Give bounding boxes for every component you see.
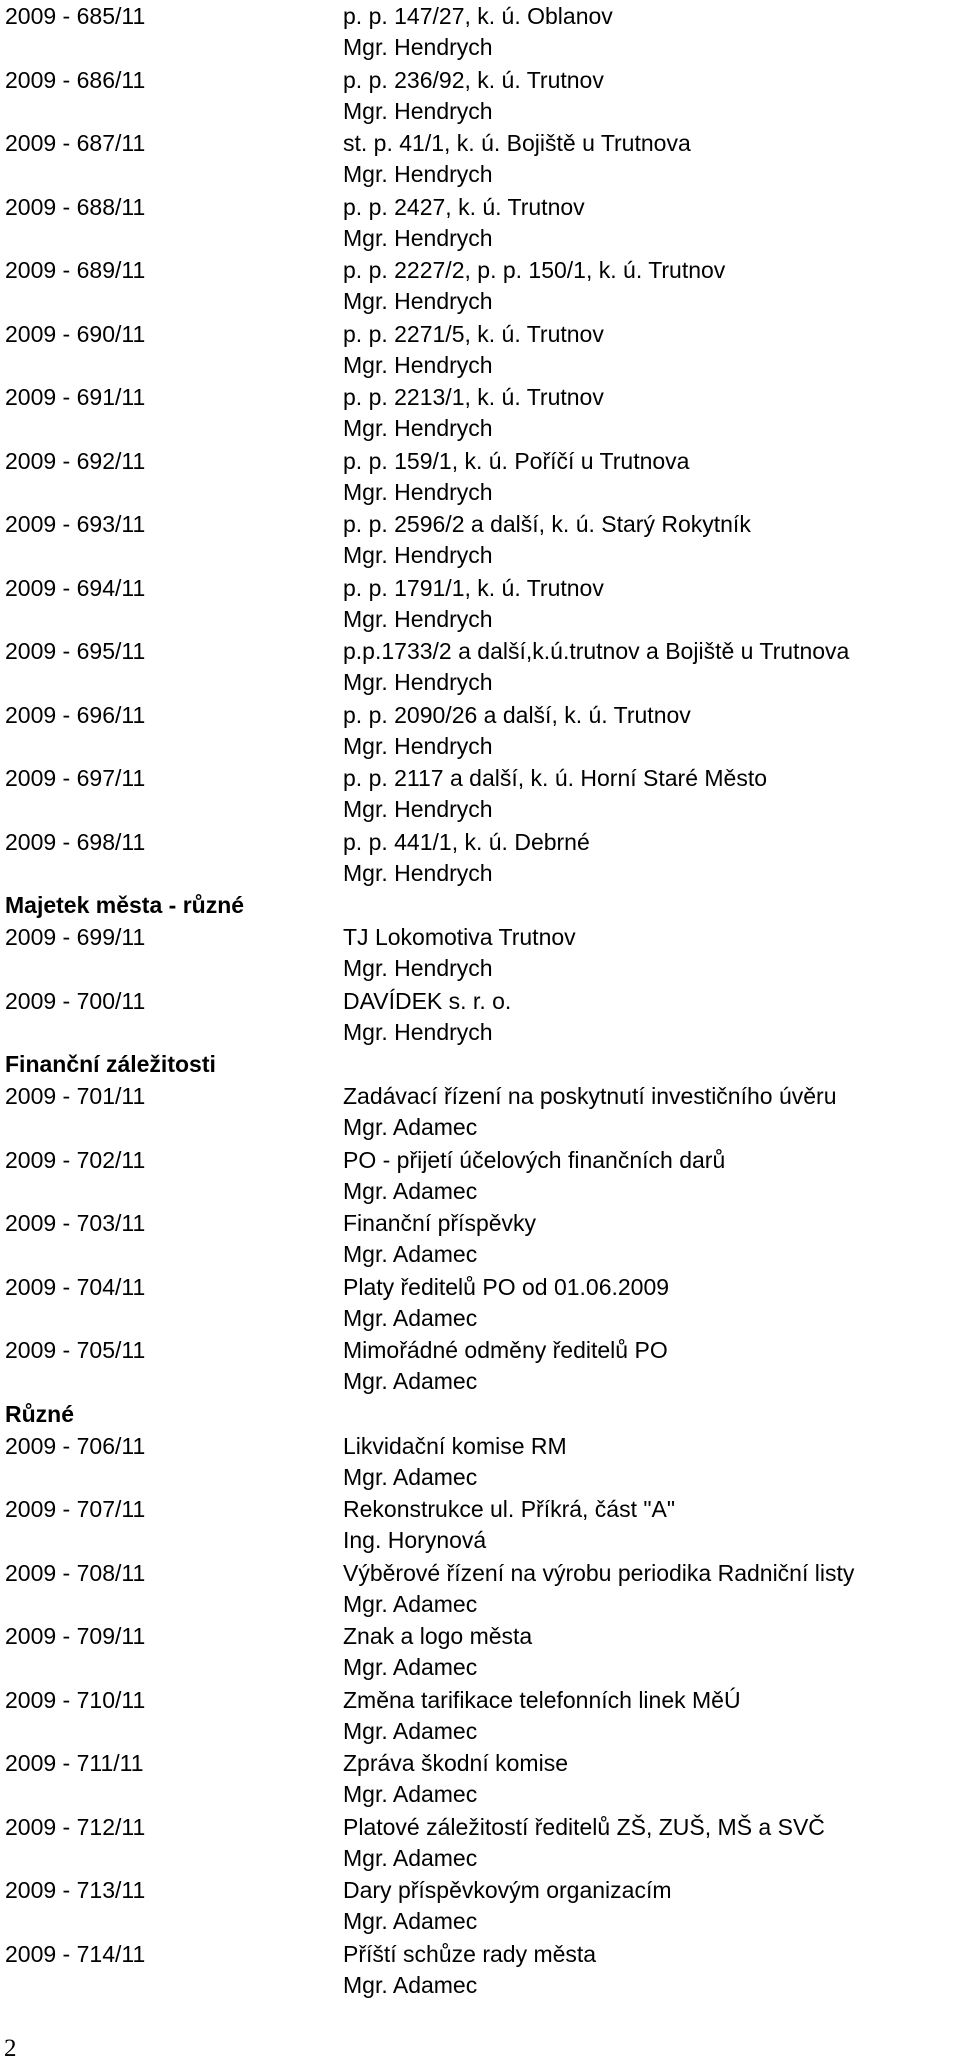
resolution-number: 2009 - 685/11 — [5, 3, 146, 29]
responsible-person: Mgr. Hendrych — [343, 955, 493, 981]
item-subject: st. p. 41/1, k. ú. Bojiště u Trutnova — [343, 130, 691, 156]
responsible-person: Mgr. Adamec — [343, 1654, 478, 1680]
responsible-person: Mgr. Adamec — [343, 1368, 478, 1394]
resolution-number: 2009 - 692/11 — [5, 447, 146, 474]
item-subject: p. p. 2427, k. ú. Trutnov — [343, 193, 585, 220]
resolution-number: 2009 - 707/11 — [5, 1496, 146, 1522]
page-number: 2 — [4, 2035, 17, 2062]
item-subject: p. p. 2090/26 a další, k. ú. Trutnov — [343, 701, 691, 728]
agenda-item — [5, 1334, 955, 1398]
item-subject: p. p. 2213/1, k. ú. Trutnov — [343, 384, 604, 410]
resolution-number: 2009 - 701/11 — [5, 1083, 146, 1109]
section-heading: Různé — [5, 1400, 74, 1427]
resolution-number: 2009 - 714/11 — [5, 1940, 146, 1967]
item-subject: Rekonstrukce ul. Příkrá, část "A" — [343, 1496, 676, 1522]
agenda-item — [5, 1620, 955, 1684]
agenda-item — [5, 1557, 955, 1621]
agenda-item — [5, 445, 955, 509]
resolution-number: 2009 - 705/11 — [5, 1337, 146, 1363]
item-subject: p. p. 2271/5, k. ú. Trutnov — [343, 320, 604, 347]
responsible-person: Mgr. Hendrych — [343, 669, 493, 695]
responsible-person: Mgr. Adamec — [343, 1463, 478, 1490]
resolution-number: 2009 - 711/11 — [5, 1750, 144, 1776]
responsible-person: Mgr. Hendrych — [343, 1018, 493, 1045]
responsible-person: Mgr. Hendrych — [343, 161, 493, 187]
resolution-number: 2009 - 695/11 — [5, 638, 146, 664]
resolution-number: 2009 - 689/11 — [5, 257, 146, 283]
item-subject: Mimořádné odměny ředitelů PO — [343, 1337, 668, 1363]
agenda-item — [5, 1938, 955, 2002]
responsible-person: Mgr. Adamec — [343, 1717, 478, 1744]
item-subject: Likvidační komise RM — [343, 1432, 567, 1459]
responsible-person: Ing. Horynová — [343, 1527, 487, 1553]
item-subject: p. p. 2596/2 a další, k. ú. Starý Rokytník — [343, 511, 751, 537]
agenda-item — [5, 1144, 955, 1208]
agenda-item — [5, 1080, 955, 1144]
responsible-person: Mgr. Hendrych — [343, 796, 493, 822]
responsible-person: Mgr. Adamec — [343, 1844, 478, 1871]
resolution-number: 2009 - 698/11 — [5, 828, 146, 855]
agenda-item — [5, 508, 955, 572]
agenda-item — [5, 826, 955, 890]
agenda-item — [5, 0, 955, 64]
responsible-person: Mgr. Adamec — [343, 1590, 478, 1617]
responsible-person: Mgr. Adamec — [343, 1241, 478, 1267]
agenda-item — [5, 635, 955, 699]
item-subject: Zpráva škodní komise — [343, 1750, 568, 1776]
item-subject: p. p. 236/92, k. ú. Trutnov — [343, 66, 604, 93]
item-subject: Dary příspěvkovým organizacím — [343, 1877, 672, 1903]
item-subject: p. p. 159/1, k. ú. Poříčí u Trutnova — [343, 447, 690, 474]
resolution-number: 2009 - 688/11 — [5, 193, 146, 220]
agenda-item — [5, 254, 955, 318]
responsible-person: Mgr. Hendrych — [343, 34, 493, 60]
agenda-item — [5, 1430, 955, 1494]
agenda-item — [5, 1747, 955, 1811]
resolution-number: 2009 - 690/11 — [5, 320, 146, 347]
item-subject: TJ Lokomotiva Trutnov — [343, 924, 576, 950]
item-subject: Platy ředitelů PO od 01.06.2009 — [343, 1273, 670, 1300]
responsible-person: Mgr. Hendrych — [343, 859, 493, 886]
resolution-number: 2009 - 694/11 — [5, 574, 146, 601]
resolution-number: 2009 - 712/11 — [5, 1813, 146, 1840]
responsible-person: Mgr. Adamec — [343, 1304, 478, 1331]
responsible-person: Mgr. Hendrych — [343, 351, 493, 378]
item-subject: p. p. 2227/2, p. p. 150/1, k. ú. Trutnov — [343, 257, 726, 283]
agenda-item — [5, 381, 955, 445]
agenda-document — [5, 0, 955, 2001]
section-heading: Majetek města - různé — [5, 892, 245, 918]
responsible-person: Mgr. Hendrych — [343, 415, 493, 441]
resolution-number: 2009 - 708/11 — [5, 1559, 146, 1586]
resolution-number: 2009 - 697/11 — [5, 765, 146, 791]
resolution-number: 2009 - 704/11 — [5, 1273, 146, 1300]
item-subject: p. p. 1791/1, k. ú. Trutnov — [343, 574, 604, 601]
responsible-person: Mgr. Adamec — [343, 1114, 478, 1140]
resolution-number: 2009 - 691/11 — [5, 384, 146, 410]
item-subject: Znak a logo města — [343, 1623, 533, 1649]
item-subject: PO - přijetí účelových finančních darů — [343, 1146, 726, 1173]
agenda-item — [5, 1207, 955, 1271]
item-subject: DAVÍDEK s. r. o. — [343, 987, 512, 1014]
responsible-person: Mgr. Hendrych — [343, 478, 493, 505]
item-subject: Zadávací řízení na poskytnutí investičního úvěru — [343, 1083, 837, 1109]
resolution-number: 2009 - 709/11 — [5, 1623, 146, 1649]
agenda-item — [5, 1811, 955, 1875]
item-subject: p. p. 2117 a další, k. ú. Horní Staré Město — [343, 765, 768, 791]
resolution-number: 2009 - 693/11 — [5, 511, 146, 537]
responsible-person: Mgr. Adamec — [343, 1908, 478, 1934]
agenda-item — [5, 572, 955, 636]
responsible-person: Mgr. Hendrych — [343, 605, 493, 632]
agenda-item — [5, 64, 955, 128]
resolution-number: 2009 - 706/11 — [5, 1432, 146, 1459]
responsible-person: Mgr. Adamec — [343, 1781, 478, 1807]
agenda-item — [5, 762, 955, 826]
resolution-number: 2009 - 710/11 — [5, 1686, 146, 1713]
responsible-person: Mgr. Adamec — [343, 1971, 478, 1998]
resolution-number: 2009 - 713/11 — [5, 1877, 146, 1903]
item-subject: Výběrové řízení na výrobu periodika Radniční listy — [343, 1559, 855, 1586]
agenda-item — [5, 985, 955, 1049]
responsible-person: Mgr. Adamec — [343, 1177, 478, 1204]
agenda-item — [5, 127, 955, 191]
responsible-person: Mgr. Hendrych — [343, 224, 493, 251]
resolution-number: 2009 - 687/11 — [5, 130, 146, 156]
item-subject: Změna tarifikace telefonních linek MěÚ — [343, 1686, 741, 1713]
item-subject: Platové záležitostí ředitelů ZŠ, ZUŠ, MŠ a SVČ — [343, 1813, 825, 1840]
agenda-item — [5, 1271, 955, 1335]
item-subject: p. p. 147/27, k. ú. Oblanov — [343, 3, 613, 29]
section-heading: Finanční záležitosti — [5, 1051, 216, 1077]
agenda-item — [5, 699, 955, 763]
agenda-item — [5, 1493, 955, 1557]
item-subject: Příští schůze rady města — [343, 1940, 597, 1967]
responsible-person: Mgr. Hendrych — [343, 97, 493, 124]
responsible-person: Mgr. Hendrych — [343, 732, 493, 759]
resolution-number: 2009 - 696/11 — [5, 701, 146, 728]
item-subject: Finanční příspěvky — [343, 1210, 537, 1236]
agenda-item — [5, 1874, 955, 1938]
agenda-item — [5, 191, 955, 255]
resolution-number: 2009 - 702/11 — [5, 1146, 146, 1173]
resolution-number: 2009 - 700/11 — [5, 987, 146, 1014]
resolution-number: 2009 - 699/11 — [5, 924, 146, 950]
resolution-number: 2009 - 686/11 — [5, 66, 146, 93]
agenda-item — [5, 921, 955, 985]
agenda-item — [5, 318, 955, 382]
resolution-number: 2009 - 703/11 — [5, 1210, 146, 1236]
item-subject: p. p. 441/1, k. ú. Debrné — [343, 828, 590, 855]
responsible-person: Mgr. Hendrych — [343, 288, 493, 314]
item-subject: p.p.1733/2 a další,k.ú.trutnov a Bojiště u Trutnova — [343, 638, 850, 664]
agenda-item — [5, 1684, 955, 1748]
responsible-person: Mgr. Hendrych — [343, 542, 493, 568]
